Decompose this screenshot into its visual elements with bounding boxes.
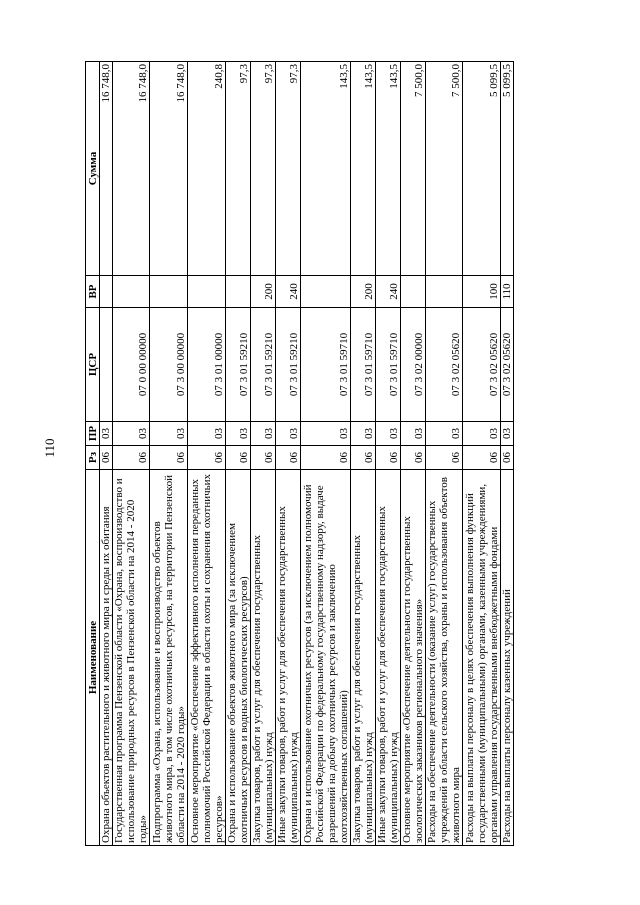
page-number: 110 <box>42 438 57 458</box>
table-header-row <box>86 62 100 846</box>
cell-vr <box>113 276 150 308</box>
cell-sum: 5 099,5 <box>501 62 514 276</box>
header-vr: ВР <box>86 276 100 308</box>
cell-name: Иные закупки товаров, работ и услуг для обеспечения государственных (муниципальных) нужд <box>276 470 301 846</box>
cell-pr: 03 <box>188 422 226 446</box>
cell-pr: 03 <box>351 422 376 446</box>
cell-sum: 16 748,0 <box>113 62 150 276</box>
cell-csr <box>100 308 113 422</box>
table-row <box>251 62 276 846</box>
cell-csr: 07 3 01 59710 <box>301 308 351 422</box>
cell-pr: 03 <box>226 422 251 446</box>
table-row <box>113 62 150 846</box>
cell-sum: 16 748,0 <box>100 62 113 276</box>
cell-csr: 07 3 01 59210 <box>251 308 276 422</box>
cell-csr: 07 3 02 00000 <box>401 308 426 422</box>
cell-rz: 06 <box>463 446 501 470</box>
cell-vr <box>401 276 426 308</box>
cell-csr: 07 3 01 59210 <box>226 308 251 422</box>
cell-vr <box>100 276 113 308</box>
cell-sum: 97,3 <box>276 62 301 276</box>
table-row <box>150 62 188 846</box>
table-row <box>426 62 463 846</box>
table-row <box>188 62 226 846</box>
cell-sum: 5 099,5 <box>463 62 501 276</box>
cell-name: Расходы на обеспечение деятельности (оказание услуг) государственных учреждений в области сельского хозяйства, охраны и использования объектов животного мира <box>426 470 463 846</box>
rotated-page-content <box>85 62 545 846</box>
cell-pr: 03 <box>376 422 401 446</box>
cell-csr: 07 0 00 00000 <box>113 308 150 422</box>
cell-csr: 07 3 02 05620 <box>501 308 514 422</box>
cell-name: Государственная программа Пензенской области «Охрана, воспроизводство и использование природных ресурсов в Пензенской области на 2014 - 2020 годы» <box>113 470 150 846</box>
cell-name: Закупка товаров, работ и услуг для обеспечения государственных (муниципальных) нужд <box>351 470 376 846</box>
cell-rz: 06 <box>226 446 251 470</box>
cell-pr: 03 <box>501 422 514 446</box>
cell-rz: 06 <box>251 446 276 470</box>
cell-rz: 06 <box>401 446 426 470</box>
header-sum: Сумма <box>86 62 100 276</box>
cell-vr: 200 <box>351 276 376 308</box>
table-row <box>501 62 514 846</box>
cell-vr: 100 <box>463 276 501 308</box>
cell-sum: 97,3 <box>251 62 276 276</box>
cell-sum: 7 500,0 <box>401 62 426 276</box>
cell-vr: 200 <box>251 276 276 308</box>
budget-table <box>85 61 514 846</box>
cell-csr: 07 3 00 00000 <box>150 308 188 422</box>
table-row <box>463 62 501 846</box>
cell-name: Иные закупки товаров, работ и услуг для обеспечения государственных (муниципальных) нужд <box>376 470 401 846</box>
cell-name: Основное мероприятие «Обеспечение деятельности государственных зоологических заказников регионального значения» <box>401 470 426 846</box>
cell-name: Расходы на выплаты персоналу казенных учреждений <box>501 470 514 846</box>
table-row <box>401 62 426 846</box>
cell-pr: 03 <box>100 422 113 446</box>
cell-rz: 06 <box>351 446 376 470</box>
cell-rz: 06 <box>100 446 113 470</box>
cell-rz: 06 <box>376 446 401 470</box>
cell-pr: 03 <box>113 422 150 446</box>
cell-rz: 06 <box>426 446 463 470</box>
cell-csr: 07 3 01 59710 <box>376 308 401 422</box>
cell-csr: 07 3 02 05620 <box>426 308 463 422</box>
header-name: Наименование <box>86 470 100 846</box>
cell-rz: 06 <box>150 446 188 470</box>
cell-name: Подпрограмма «Охрана, использование и воспроизводство объектов животного мира, в том числе охотничьих ресурсов, на территории Пензенской области на 2014 - 2020 годы» <box>150 470 188 846</box>
table-row <box>301 62 351 846</box>
cell-rz: 06 <box>301 446 351 470</box>
cell-name: Основное мероприятие «Обеспечение эффективного исполнения переданных полномочий Российской Федерации в области охоты и сохранения охотничьих ресурсов» <box>188 470 226 846</box>
cell-sum: 240,8 <box>188 62 226 276</box>
header-pr: ПР <box>86 422 100 446</box>
cell-rz: 06 <box>501 446 514 470</box>
cell-rz: 06 <box>276 446 301 470</box>
cell-vr <box>301 276 351 308</box>
cell-name: Охрана и использование объектов животного мира (за исключением охотничьих ресурсов и водных биологических ресурсов) <box>226 470 251 846</box>
cell-name: Охрана и использование охотничьих ресурсов (за исключением полномочий Российской Федерации по федеральному государственному надзору, выдаче разрешений на добычу охотничьих ресурсов и заключению охотхозяйственных соглашений) <box>301 470 351 846</box>
cell-rz: 06 <box>113 446 150 470</box>
cell-name: Охрана объектов растительного и животного мира и среды их обитания <box>100 470 113 846</box>
table-row <box>351 62 376 846</box>
table-row <box>376 62 401 846</box>
cell-pr: 03 <box>401 422 426 446</box>
cell-pr: 03 <box>463 422 501 446</box>
cell-vr <box>150 276 188 308</box>
table-row <box>100 62 113 846</box>
cell-vr <box>426 276 463 308</box>
cell-csr: 07 3 02 05620 <box>463 308 501 422</box>
cell-vr <box>226 276 251 308</box>
cell-sum: 16 748,0 <box>150 62 188 276</box>
cell-name: Закупка товаров, работ и услуг для обеспечения государственных (муниципальных) нужд <box>251 470 276 846</box>
cell-vr: 240 <box>376 276 401 308</box>
cell-pr: 03 <box>426 422 463 446</box>
cell-vr: 240 <box>276 276 301 308</box>
cell-name: Расходы на выплаты персоналу в целях обеспечения выполнения функций государственными (муниципальными) органами, казенными учреждениями, органами управления государственными внебюджетными фондами <box>463 470 501 846</box>
cell-vr <box>188 276 226 308</box>
header-rz: Рз <box>86 446 100 470</box>
table-row <box>276 62 301 846</box>
cell-csr: 07 3 01 59710 <box>351 308 376 422</box>
cell-sum: 143,5 <box>351 62 376 276</box>
cell-csr: 07 3 01 59210 <box>276 308 301 422</box>
cell-sum: 97,3 <box>226 62 251 276</box>
cell-csr: 07 3 01 00000 <box>188 308 226 422</box>
cell-pr: 03 <box>301 422 351 446</box>
cell-sum: 143,5 <box>376 62 401 276</box>
cell-rz: 06 <box>188 446 226 470</box>
cell-vr: 110 <box>501 276 514 308</box>
cell-pr: 03 <box>150 422 188 446</box>
cell-pr: 03 <box>251 422 276 446</box>
header-csr: ЦСР <box>86 308 100 422</box>
cell-sum: 143,5 <box>301 62 351 276</box>
cell-sum: 7 500,0 <box>426 62 463 276</box>
cell-pr: 03 <box>276 422 301 446</box>
table-row <box>226 62 251 846</box>
